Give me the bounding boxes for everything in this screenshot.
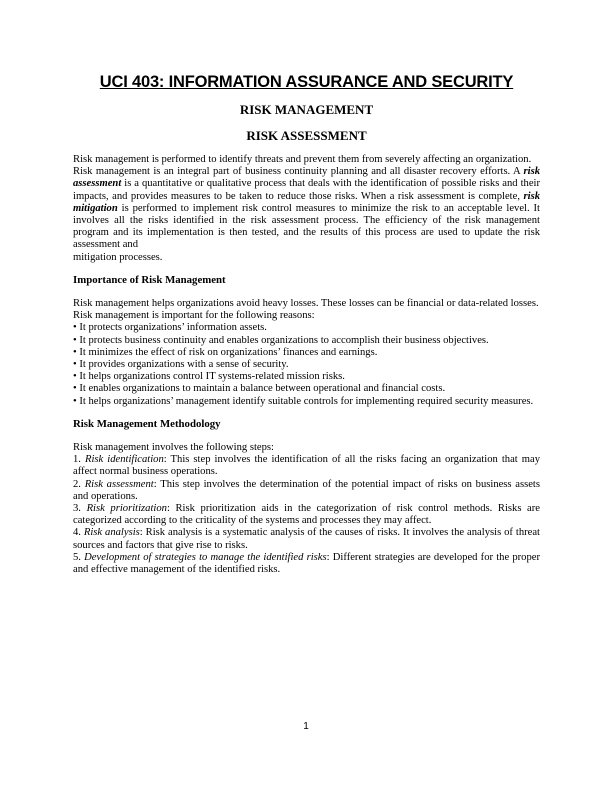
bullet-item: • It minimizes the effect of risk on organizations’ finances and earnings. [73,346,378,358]
step-item [73,503,540,527]
step-number: 3. [73,503,87,515]
step-term: Risk identification [84,454,164,466]
page-number: 1 [303,721,309,732]
step-term: Risk prioritization [86,503,167,515]
bullet-item: • It helps organizations’ management identify suitable controls for implementing required security measures. [73,395,534,407]
text-run: is a quantitative or qualitative process that deals with the identification of possible risks and their impacts, and provides measures to be taken to reduce those risks. When a risk assessment is complete, [73,178,540,202]
step-item [73,454,540,478]
step-item [73,479,540,503]
step-item [73,552,540,576]
step-text: : This step involves the determination of the potential impact of risks on business assets and operations. [73,478,541,502]
step-number: 2. [73,478,85,490]
document-page [73,72,540,576]
importance-heading: Importance of Risk Management [73,273,226,286]
methodology-heading: Risk Management Methodology [73,417,221,430]
bullet-item: • It enables organizations to maintain a balance between operational and financial costs. [73,383,446,395]
bullet-item: • It protects business continuity and enables organizations to accomplish their business objectives. [73,334,489,346]
intro-paragraph-2-end: mitigation processes. [73,251,163,263]
step-number: 4. [73,527,84,539]
text-run: Risk management is an integral part of business continuity planning and all disaster recovery efforts. A [73,166,524,178]
subsection-title: RISK ASSESSMENT [246,128,367,143]
course-title: UCI 403: INFORMATION ASSURANCE AND SECURITY [99,73,514,91]
term-risk-mitigation: risk mitigation [73,190,540,214]
step-text: : Risk analysis is a systematic analysis of the causes of risks. It involves the analysis of threat sources and factors that give rise to risks. [73,527,540,551]
step-text: : Different strategies are developed for the proper and effective management of the identified risks. [73,551,541,576]
intro-paragraph-1: Risk management is performed to identify threats and prevent them from severely affecting an organization. [73,154,532,165]
step-term: Risk assessment [84,478,154,490]
step-term: Development of strategies to manage the identified risks [84,551,327,563]
step-text: : This step involves the identification of all the risks facing an organization that may affect normal business operations. [73,454,540,478]
importance-paragraph-2: Risk management is important for the following reasons: [73,310,315,322]
section-title: RISK MANAGEMENT [239,102,374,117]
term-risk-assessment: risk assessment [73,166,540,190]
step-term: Risk analysis [83,527,140,539]
intro-paragraph-2 [73,166,540,251]
importance-paragraph-1: Risk management helps organizations avoid heavy losses. These losses can be financial or data-related losses. [73,298,539,310]
bullet-item: • It provides organizations with a sense of security. [73,359,289,371]
step-text: : Risk prioritization aids in the categorization of risk control methods. Risks are categorized according to the criticality of the systems and processes they may affect. [73,503,540,527]
bullet-item: • It protects organizations’ information assets. [73,322,267,334]
methodology-steps-list [73,454,540,576]
step-item [73,527,540,551]
text-run: is performed to implement risk control measures to minimize the risk to an acceptable level. It involves all the risks identified in the risk assessment process. The efficiency of the risk management program and its implementation is then tested, and the results of this process are used to update the risk assessment and [73,202,540,251]
step-number: 5. [73,551,85,563]
methodology-intro: Risk management involves the following steps: [73,442,274,454]
bullet-item: • It helps organizations control IT systems-related mission risks. [73,371,345,383]
step-number: 1. [73,454,85,466]
importance-bullet-list [73,322,540,407]
